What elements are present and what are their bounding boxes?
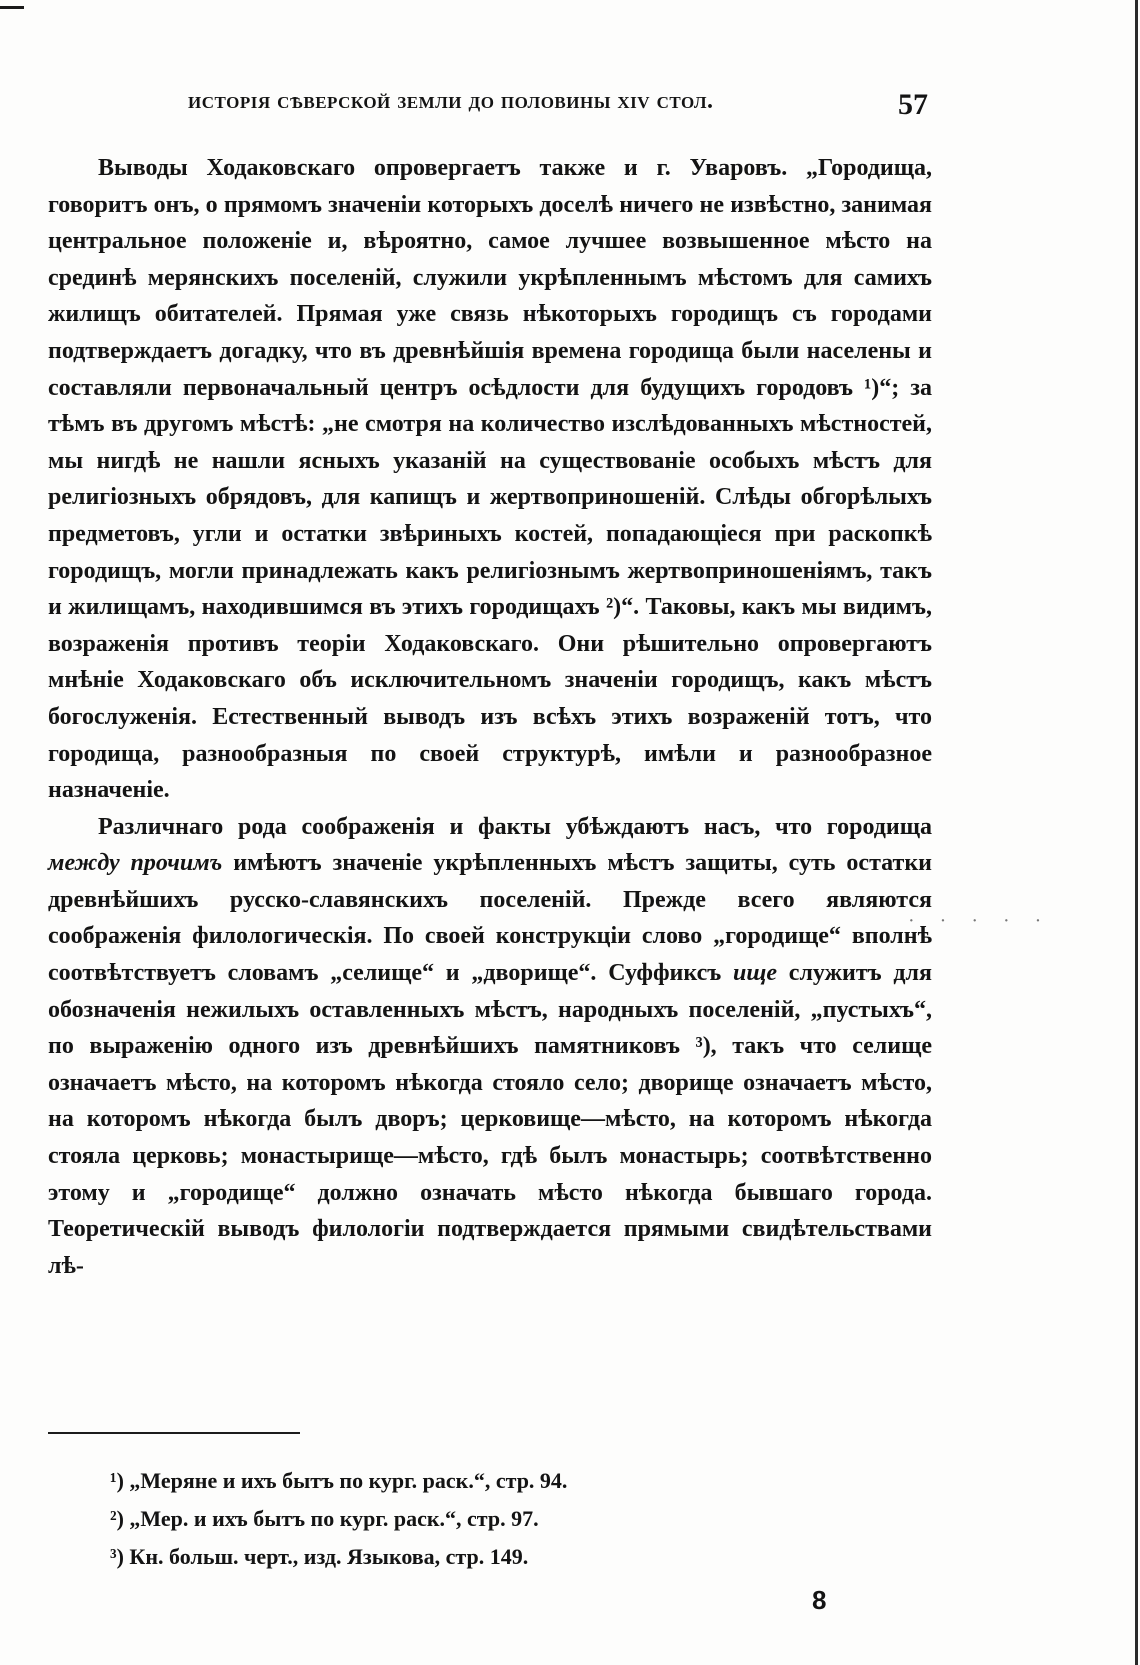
italic-run: ище	[733, 960, 778, 987]
footnote-text: Кн. больш. черт., изд. Языкова, стр. 149.	[129, 1544, 529, 1569]
footnotes	[110, 1462, 870, 1576]
paragraph	[48, 150, 932, 809]
footnote-text: „Мер. и ихъ бытъ по кург. раск.“, стр. 97.	[129, 1506, 539, 1531]
page-number: 57	[898, 88, 928, 121]
printer-signature: 8	[812, 1585, 827, 1615]
scan-edge-line	[1135, 0, 1138, 1665]
text-run: Различнаго рода соображенія и факты убѣждаютъ насъ, что городища	[98, 813, 932, 840]
text-run: Выводы Ходаковскаго опровергаетъ также и г. Уваровъ. „Городища, говоритъ онъ, о прямомъ значеніи которыхъ доселѣ ничего не извѣстно, занимая центральное положеніе и, вѣроятно, самое лучшее возвышенное мѣсто на срединѣ мерянскихъ поселеній, служили укрѣпленнымъ мѣстомъ для самихъ жилищъ обитателей. Прямая уже связь нѣкоторыхъ городищъ съ городами подтверждаетъ догадку, что въ древнѣйшія времена городища были населены и составляли первоначальный центръ осѣдлости для будущихъ городовъ ¹)“; за тѣмъ въ другомъ мѣстѣ: „не смотря на количество изслѣдованныхъ мѣстностей, мы нигдѣ не нашли ясныхъ указаній на существованіе особыхъ мѣстъ для религіозныхъ обрядовъ, для капищъ и жертвоприношеній. Слѣды обгорѣлыхъ предметовъ, угли и остатки звѣриныхъ костей, попадающіеся при раскопкѣ городищъ, могли принадлежать какъ религіознымъ жертвоприношеніямъ, такъ и жилищамъ, находившимся въ этихъ городищахъ ²)“. Таковы, какъ мы видимъ, возраженія противъ теоріи Ходаковскаго. Они рѣшительно опровергаютъ мнѣніе Ходаковскаго объ исключительномъ значеніи городищъ, какъ мѣстъ богослуженія. Естественный выводъ изъ всѣхъ этихъ возраженій тотъ, что городища, разнообразныя по своей структурѣ, имѣли и разнообразное назначеніе.	[48, 155, 932, 804]
footnote	[110, 1500, 870, 1538]
scan-edge-mark	[0, 6, 24, 9]
page-header	[48, 88, 928, 124]
text-run: служитъ для обозначенія нежилыхъ оставленныхъ мѣстъ, народныхъ поселеній, „пустыхъ“, по выраженію одного изъ древнѣйшихъ памятниковъ ³), такъ что селище означаетъ мѣсто, на которомъ нѣкогда стояло село; дворище означаетъ мѣсто, на которомъ нѣкогда былъ дворъ; церковище—мѣсто, на которомъ нѣкогда стояла церковь; монастырище—мѣсто, гдѣ былъ монастырь; соотвѣтственно этому и „городище“ должно означать мѣсто нѣкогда бывшаго города. Теоретическій выводъ филологіи подтверждается прямыми свидѣтельствами лѣ-	[48, 960, 932, 1279]
footnote-text: „Меряне и ихъ бытъ по кург. раск.“, стр. 94.	[129, 1468, 568, 1493]
footnote-mark: ²)	[110, 1506, 124, 1531]
footnote-rule	[48, 1432, 300, 1434]
paragraph	[48, 809, 932, 1285]
text-run: имѣютъ значеніе укрѣпленныхъ мѣстъ защиты, суть остатки древнѣйшихъ русско-славянскихъ поселеній. Прежде всего являются соображенія филологическія. По своей конструкціи слово „городище“ вполнѣ соотвѣтствуетъ словамъ „селище“ и „дворище“. Суффиксъ	[48, 850, 932, 987]
running-title: исторія сѣверской земли до половины xiv стол.	[188, 88, 714, 114]
footnote	[110, 1538, 870, 1576]
italic-run: между прочимъ	[48, 850, 223, 877]
margin-marks: · · · · ·	[908, 910, 1052, 932]
footnote	[110, 1462, 870, 1500]
body-text	[48, 150, 932, 1284]
footnote-mark: ³)	[110, 1544, 124, 1569]
footnote-mark: ¹)	[110, 1468, 124, 1493]
